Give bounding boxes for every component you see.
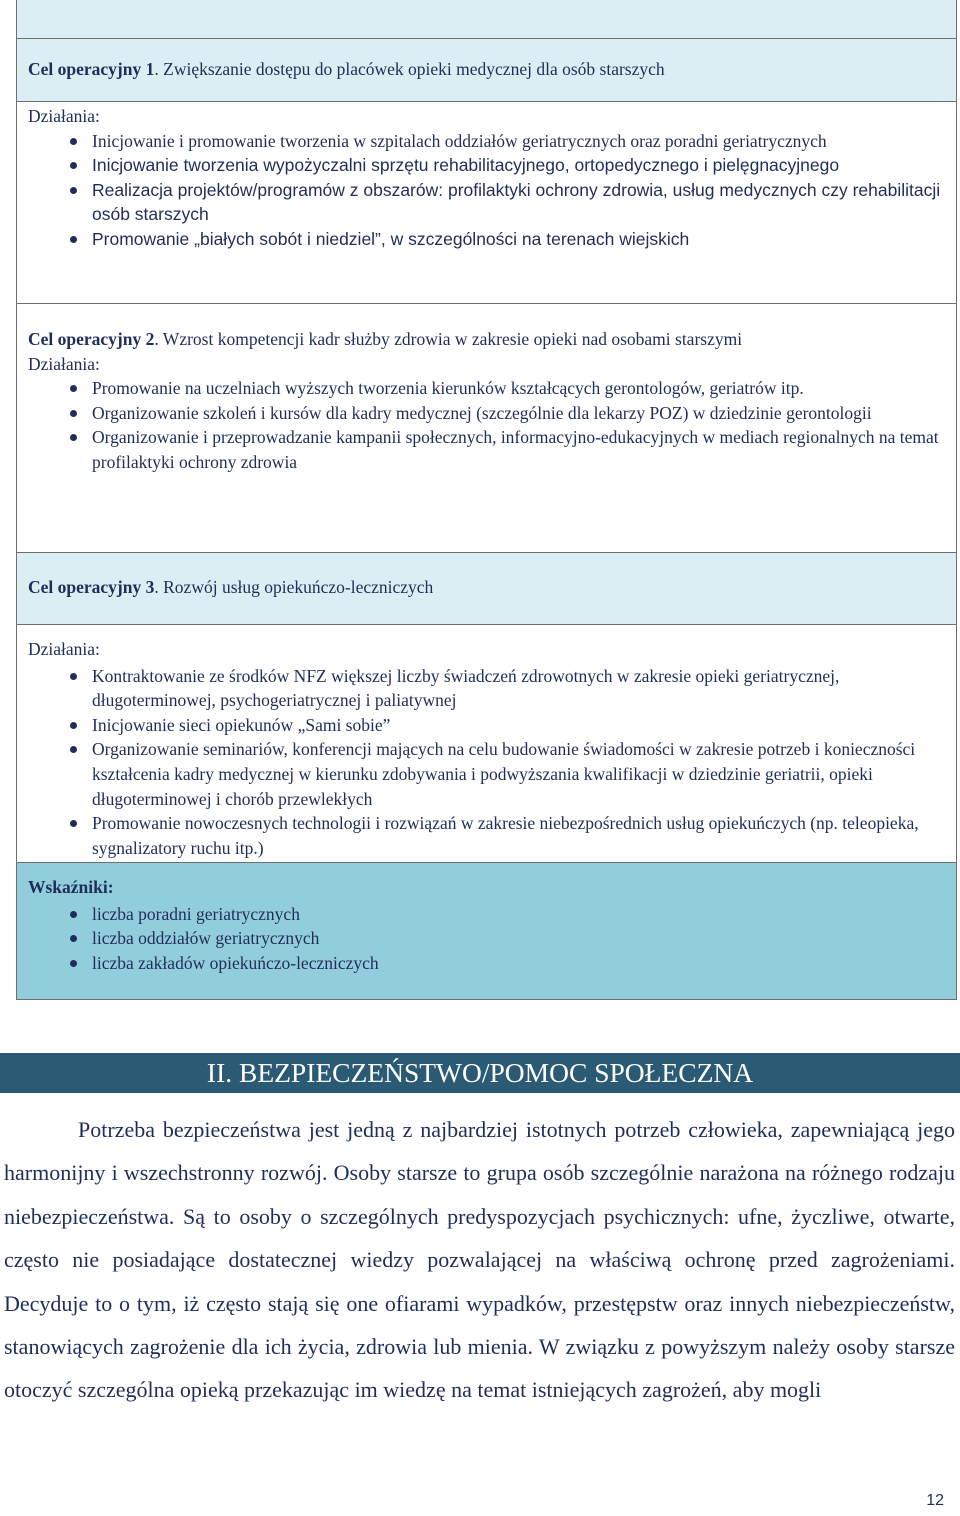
list-item: liczba zakładów opiekuńczo-leczniczych <box>17 951 956 976</box>
indicators-label: Wskaźniki: <box>28 877 114 897</box>
objective-2-title-line <box>17 327 956 352</box>
bullet-icon <box>70 960 77 967</box>
objective-3-label: Cel operacyjny 3 <box>28 577 155 597</box>
bullet-icon <box>70 410 77 417</box>
list-item: Promowanie na uczelniach wyższych tworzenia kierunków kształcących gerontologów, geriatrów itp. <box>17 376 956 401</box>
list-item: Promowanie „białych sobót i niedziel”, w szczególności na terenach wiejskich <box>17 227 956 252</box>
list-item: Promowanie nowoczesnych technologii i rozwiązań w zakresie niebezpośrednich usług opiekuńczych (np. teleopieka, sygnalizatory ruchu itp.) <box>17 811 956 860</box>
bullet-icon <box>70 385 77 392</box>
objective-1-actions-row <box>17 101 956 303</box>
objective-1-title-row <box>17 38 956 101</box>
bullet-icon <box>70 935 77 942</box>
objective-1-actions-list <box>17 129 956 252</box>
bullet-icon <box>70 673 77 680</box>
list-item: Inicjowanie tworzenia wypożyczalni sprzętu rehabilitacyjnego, ortopedycznego i pielęgnacyjnego <box>17 153 956 178</box>
objective-2-actions-list <box>17 376 956 474</box>
bullet-icon <box>70 722 77 729</box>
list-item: Inicjowanie sieci opiekunów „Sami sobie” <box>17 713 956 738</box>
objective-3-title: . Rozwój usług opiekuńczo-leczniczych <box>154 577 434 597</box>
objective-1-label: Cel operacyjny 1 <box>28 59 155 79</box>
bullet-icon <box>70 911 77 918</box>
objective-1-title: . Zwiększanie dostępu do placówek opieki medycznej dla osób starszych <box>154 59 665 79</box>
objective-3-actions-row <box>17 624 956 862</box>
bullet-icon <box>70 138 77 145</box>
objective-3-title-row <box>17 552 956 624</box>
objective-1-actions-label: Działania: <box>28 106 100 126</box>
objective-3-actions-list <box>17 664 956 861</box>
bullet-icon <box>70 187 77 194</box>
bullet-icon <box>70 820 77 827</box>
list-item: Organizowanie seminariów, konferencji mających na celu budowanie świadomości w zakresie potrzeb i konieczności kształcenia kadry medycznej w kierunku zdobywania i podwyższania kwalifikacji w dziedzinie geriatrii, opieki długoterminowej i chorób przewlekłych <box>17 737 956 811</box>
objective-2-label: Cel operacyjny 2 <box>28 329 155 349</box>
bullet-icon <box>70 236 77 243</box>
objectives-table <box>16 0 957 1000</box>
bullet-icon <box>70 434 77 441</box>
indicators-list <box>17 902 956 976</box>
list-item: liczba poradni geriatrycznych <box>17 902 956 927</box>
indicators-row <box>17 862 956 999</box>
section-paragraph <box>4 1108 955 1412</box>
list-item: Inicjowanie i promowanie tworzenia w szpitalach oddziałów geriatrycznych oraz poradni geriatrycznych <box>17 129 956 154</box>
objective-2-row <box>17 303 956 552</box>
page-number: 12 <box>926 1492 944 1509</box>
bullet-icon <box>70 746 77 753</box>
objective-2-title: . Wzrost kompetencji kadr służby zdrowia w zakresie opieki nad osobami starszymi <box>154 329 743 349</box>
list-item: Kontraktowanie ze środków NFZ większej liczby świadczeń zdrowotnych w zakresie opieki geriatrycznej, długoterminowej, psychogeriatrycznej i paliatywnej <box>17 664 956 713</box>
list-item: Organizowanie i przeprowadzanie kampanii społecznych, informacyjno-edukacyjnych w mediach regionalnych na temat profilaktyki ochrony zdrowia <box>17 425 956 474</box>
list-item: Organizowanie szkoleń i kursów dla kadry medycznej (szczególnie dla lekarzy POZ) w dziedzinie gerontologii <box>17 401 956 426</box>
list-item: liczba oddziałów geriatrycznych <box>17 926 956 951</box>
objective-2-actions-label: Działania: <box>28 353 100 374</box>
list-item: Realizacja projektów/programów z obszarów: profilaktyki ochrony zdrowia, usług medycznych czy rehabilitacji osób starszych <box>17 178 956 227</box>
paragraph-text: Potrzeba bezpieczeństwa jest jedną z najbardziej istotnych potrzeb człowieka, zapewniającą jego harmonijny i wszechstronny rozwój. Osoby starsze to grupa osób szczególnie narażona na różnego rodzaju niebezpieczeństwa. Są to osoby o szczególnych predyspozycjach psychicznych: ufne, życzliwe, otwarte, często nie posiadające dostatecznej wiedzy pozwalającej na właściwą ochronę przed zagrożeniami. Decyduje to o tym, iż często stają się one ofiarami wypadków, przestępstw oraz innych niebezpieczeństw, stanowiących zagrożenie dla ich życia, zdrowia lub mienia. W związku z powyższym należy osoby starsze otoczyć szczególna opieką przekazując im wiedzę na temat istniejących zagrożeń, aby mogli <box>4 1117 955 1403</box>
section-heading: II. BEZPIECZEŃSTWO/POMOC SPOŁECZNA <box>0 1053 960 1093</box>
objective-3-actions-label: Działania: <box>28 639 100 659</box>
bullet-icon <box>70 162 77 169</box>
table-top-row <box>17 0 956 38</box>
